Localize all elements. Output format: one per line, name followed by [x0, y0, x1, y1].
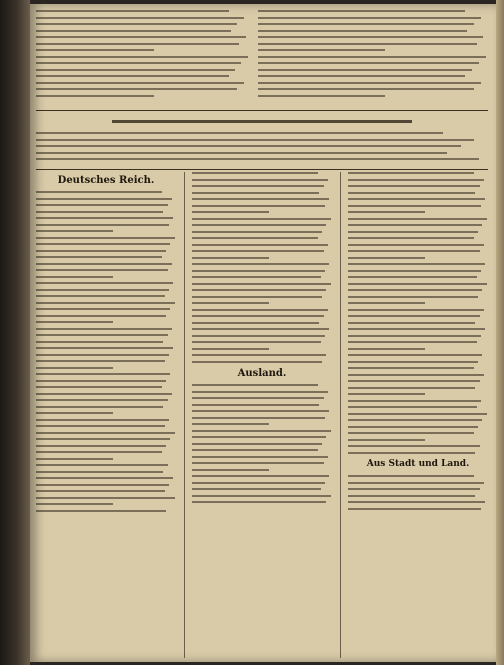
unreadable-text-line — [348, 179, 484, 181]
unreadable-text-line — [36, 224, 169, 226]
unreadable-text-line — [192, 250, 324, 252]
unreadable-text-line — [36, 380, 166, 382]
unreadable-text-line — [258, 56, 486, 58]
unreadable-text-line — [192, 315, 324, 317]
unreadable-text-line — [192, 231, 322, 233]
unreadable-text-line — [36, 477, 173, 479]
unreadable-text-line — [36, 315, 166, 317]
unreadable-text-line — [192, 443, 322, 445]
unreadable-text-line — [36, 406, 163, 408]
unreadable-text-line — [192, 410, 329, 412]
unreadable-text-line — [36, 30, 231, 32]
unreadable-text-line — [192, 469, 269, 471]
unreadable-text-line — [192, 348, 269, 350]
unreadable-text-line — [36, 132, 443, 134]
unreadable-text-line — [348, 218, 487, 220]
unreadable-text-line — [258, 75, 465, 77]
unreadable-text-line — [348, 445, 480, 447]
unreadable-text-line — [192, 488, 321, 490]
column-3 — [348, 172, 488, 658]
unreadable-text-line — [192, 257, 269, 259]
unreadable-text-line — [36, 334, 168, 336]
unreadable-text-line — [36, 191, 162, 193]
unreadable-text-line — [192, 391, 328, 393]
unreadable-text-line — [192, 322, 319, 324]
unreadable-text-line — [192, 296, 322, 298]
unreadable-text-line — [348, 432, 474, 434]
unreadable-text-line — [36, 10, 229, 12]
unreadable-text-line — [348, 257, 425, 259]
unreadable-text-line — [348, 283, 487, 285]
unreadable-text-line — [192, 224, 326, 226]
unreadable-text-line — [36, 471, 163, 473]
unreadable-text-line — [192, 354, 326, 356]
unreadable-text-line — [36, 438, 170, 440]
unreadable-text-line — [36, 328, 172, 330]
unreadable-text-line — [258, 62, 479, 64]
unreadable-text-line — [348, 341, 477, 343]
unreadable-text-line — [348, 374, 484, 376]
unreadable-text-line — [192, 185, 324, 187]
unreadable-text-line — [192, 289, 326, 291]
unreadable-text-line — [348, 276, 477, 278]
unreadable-text-line — [348, 406, 477, 408]
unreadable-text-line — [36, 393, 172, 395]
unreadable-text-line — [348, 185, 480, 187]
unreadable-text-line — [348, 495, 475, 497]
unreadable-text-line — [192, 397, 324, 399]
unreadable-text-line — [192, 361, 322, 363]
unreadable-text-line — [192, 211, 269, 213]
unreadable-text-line — [36, 62, 241, 64]
unreadable-text-line — [348, 419, 482, 421]
unreadable-text-line — [192, 456, 328, 458]
unreadable-text-line — [36, 399, 168, 401]
unreadable-text-line — [36, 490, 165, 492]
unreadable-text-line — [192, 482, 325, 484]
unreadable-text-line — [192, 341, 321, 343]
unreadable-text-line — [192, 172, 318, 174]
unreadable-text-line — [36, 302, 175, 304]
unreadable-text-line — [36, 145, 461, 147]
unreadable-text-line — [36, 373, 170, 375]
unreadable-text-line — [36, 412, 113, 414]
unreadable-text-line — [36, 419, 169, 421]
unreadable-text-line — [192, 198, 329, 200]
unreadable-text-line — [36, 243, 170, 245]
unreadable-text-line — [192, 192, 319, 194]
unreadable-text-line — [258, 10, 465, 12]
unreadable-text-line — [348, 237, 474, 239]
unreadable-text-line — [36, 198, 172, 200]
unreadable-text-line — [192, 501, 326, 503]
unreadable-text-line — [348, 250, 480, 252]
unreadable-text-line — [348, 224, 482, 226]
unreadable-text-line — [36, 256, 162, 258]
unreadable-text-line — [36, 510, 166, 512]
unreadable-text-line — [348, 393, 425, 395]
unreadable-text-line — [192, 179, 328, 181]
unreadable-text-line — [192, 404, 319, 406]
unreadable-text-line — [348, 192, 475, 194]
unreadable-text-line — [348, 475, 474, 477]
newspaper-page — [30, 4, 496, 662]
unreadable-text-line — [36, 354, 169, 356]
unreadable-text-line — [348, 488, 480, 490]
unreadable-text-line — [192, 436, 326, 438]
unreadable-text-line — [348, 501, 485, 503]
unreadable-text-line — [36, 88, 237, 90]
horizontal-rule — [36, 169, 488, 170]
unreadable-text-line — [258, 23, 474, 25]
unreadable-text-line — [348, 296, 478, 298]
unreadable-text-line — [348, 198, 485, 200]
unreadable-text-line — [192, 328, 329, 330]
unreadable-text-line — [348, 172, 474, 174]
unreadable-text-line — [36, 204, 168, 206]
unreadable-text-line — [36, 289, 169, 291]
unreadable-text-line — [36, 211, 163, 213]
section-heading-deutsches-reich: Deutsches Reich. — [57, 175, 155, 186]
unreadable-text-line — [348, 367, 474, 369]
unreadable-text-line — [36, 250, 166, 252]
unreadable-text-line — [348, 302, 425, 304]
top-text-block — [36, 10, 488, 108]
page-edge — [496, 0, 504, 665]
unreadable-text-line — [192, 449, 318, 451]
top-left-text — [36, 10, 250, 108]
unreadable-text-line — [348, 244, 484, 246]
unreadable-text-line — [36, 276, 113, 278]
unreadable-text-line — [192, 309, 328, 311]
unreadable-text-line — [36, 49, 154, 51]
unreadable-text-line — [348, 439, 425, 441]
unreadable-text-line — [36, 341, 163, 343]
unreadable-text-line — [192, 302, 269, 304]
unreadable-text-line — [36, 23, 237, 25]
unreadable-text-line — [192, 430, 331, 432]
unreadable-text-line — [36, 237, 175, 239]
unreadable-text-line — [36, 230, 113, 232]
unreadable-text-line — [258, 49, 385, 51]
section-heading-ausland: Ausland. — [237, 368, 287, 379]
unreadable-text-line — [348, 508, 481, 510]
unreadable-text-line — [348, 205, 481, 207]
unreadable-text-line — [258, 36, 483, 38]
unreadable-text-line — [36, 82, 244, 84]
unreadable-text-line — [36, 263, 172, 265]
unreadable-text-line — [192, 244, 328, 246]
top-right-text — [258, 10, 488, 108]
unreadable-text-line — [348, 380, 480, 382]
unreadable-text-line — [348, 289, 482, 291]
unreadable-text-line — [36, 282, 173, 284]
unreadable-text-line — [348, 400, 481, 402]
unreadable-text-line — [36, 139, 474, 141]
unreadable-text-line — [192, 423, 269, 425]
unreadable-text-line — [348, 348, 425, 350]
horizontal-rule — [36, 110, 488, 111]
unreadable-text-line — [258, 17, 481, 19]
column-divider — [340, 172, 341, 658]
unreadable-text-line — [348, 426, 478, 428]
unreadable-text-line — [192, 335, 325, 337]
unreadable-text-line — [192, 276, 321, 278]
unreadable-text-line — [36, 269, 168, 271]
notice-heading-line — [36, 116, 488, 128]
unreadable-text-line — [348, 387, 475, 389]
unreadable-text-line — [192, 263, 329, 265]
unreadable-text-line — [348, 231, 478, 233]
unreadable-text-line — [36, 36, 246, 38]
unreadable-text-line — [348, 335, 481, 337]
unreadable-text-line — [36, 360, 165, 362]
column-2 — [192, 172, 332, 658]
unreadable-text-line — [36, 445, 166, 447]
unreadable-text-line — [192, 462, 324, 464]
unreadable-text-line — [258, 88, 474, 90]
unreadable-text-line — [36, 217, 173, 219]
unreadable-text-line — [258, 82, 481, 84]
unreadable-text-line — [348, 270, 481, 272]
unreadable-text-line — [36, 95, 154, 97]
unreadable-text-line — [36, 158, 479, 160]
column-1 — [36, 172, 176, 658]
unreadable-text-line — [192, 237, 318, 239]
notice-text-block — [36, 132, 488, 168]
unreadable-text-line — [348, 413, 487, 415]
unreadable-text-line — [36, 503, 113, 505]
unreadable-text-line — [348, 315, 480, 317]
unreadable-text-line — [36, 458, 113, 460]
unreadable-text-line — [192, 205, 325, 207]
unreadable-text-line — [36, 425, 165, 427]
unreadable-text-line — [36, 69, 235, 71]
unreadable-text-line — [348, 452, 475, 454]
unreadable-text-line — [348, 354, 482, 356]
unreadable-text-line — [192, 270, 325, 272]
section-heading-aus-stadt-und-land: Aus Stadt und Land. — [366, 459, 470, 469]
unreadable-text-line — [36, 152, 447, 154]
unreadable-text-line — [258, 43, 477, 45]
unreadable-text-line — [36, 451, 162, 453]
unreadable-text-line — [192, 495, 331, 497]
unreadable-text-line — [348, 322, 475, 324]
unreadable-text-line — [348, 309, 484, 311]
unreadable-text-line — [192, 384, 318, 386]
unreadable-text-line — [36, 56, 248, 58]
unreadable-text-line — [36, 43, 239, 45]
unreadable-text-line — [348, 211, 425, 213]
unreadable-text-line — [36, 497, 175, 499]
unreadable-text-line — [36, 17, 244, 19]
unreadable-text-line — [36, 308, 170, 310]
unreadable-text-line — [192, 283, 331, 285]
unreadable-text-line — [36, 484, 169, 486]
unreadable-text-line — [36, 321, 113, 323]
unreadable-text-line — [348, 482, 484, 484]
unreadable-text-line — [192, 218, 331, 220]
unreadable-text-line — [258, 69, 472, 71]
column-divider — [184, 172, 185, 658]
unreadable-text-line — [258, 30, 467, 32]
unreadable-text-line — [36, 432, 175, 434]
unreadable-text-line — [36, 367, 113, 369]
unreadable-text-line — [258, 95, 385, 97]
unreadable-text-line — [192, 417, 325, 419]
unreadable-text-line — [36, 295, 165, 297]
book-spine — [0, 0, 30, 665]
unreadable-text-line — [192, 475, 329, 477]
unreadable-text-line — [36, 386, 162, 388]
unreadable-text-line — [348, 328, 485, 330]
unreadable-text-line — [36, 75, 229, 77]
unreadable-text-line — [36, 347, 173, 349]
unreadable-text-line — [36, 464, 168, 466]
column-area — [36, 172, 488, 658]
unreadable-text-line — [348, 263, 485, 265]
unreadable-text-line — [348, 361, 478, 363]
